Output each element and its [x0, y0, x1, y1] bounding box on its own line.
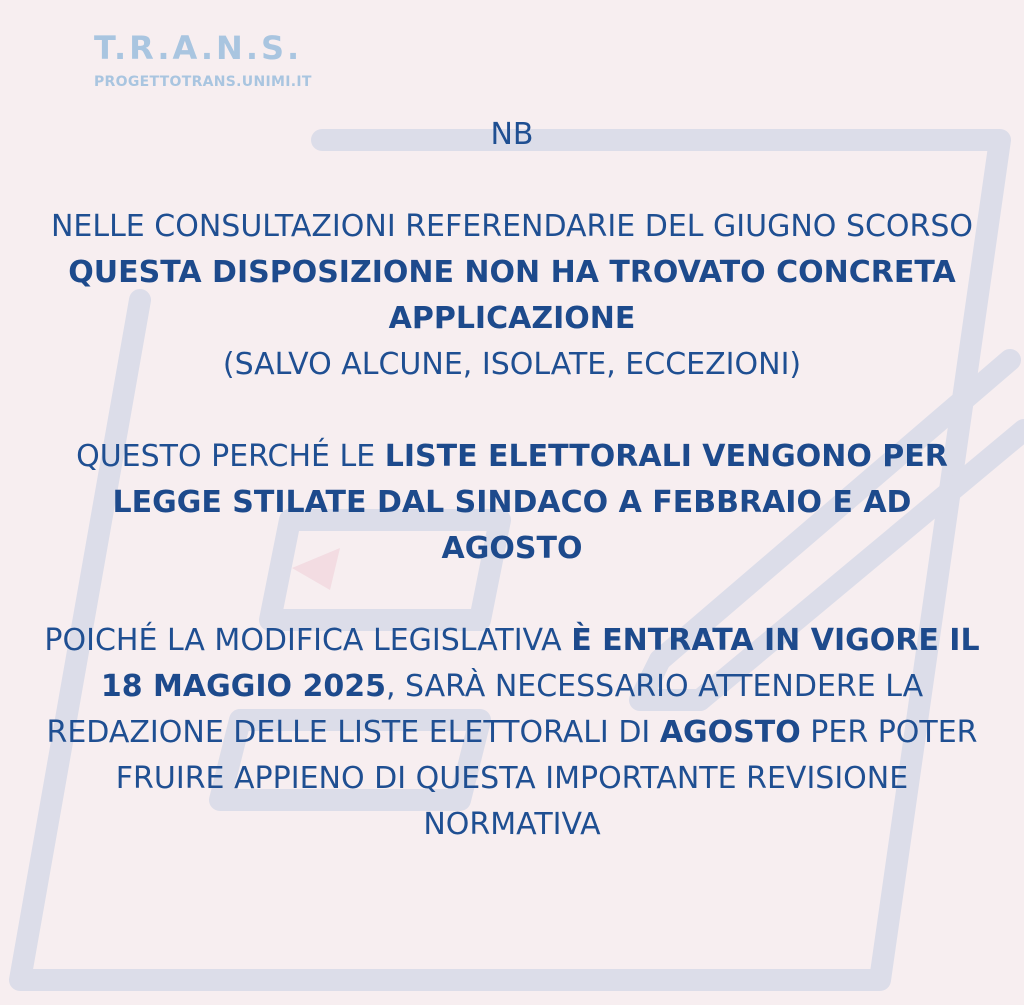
- paragraph-referendum: [40, 204, 984, 388]
- p1-text-2: (SALVO ALCUNE, ISOLATE, ECCEZIONI): [222, 347, 802, 382]
- brand-title: T.R.A.N.S.: [94, 29, 303, 67]
- paragraph-electoral-lists: [40, 434, 984, 572]
- brand-header: [94, 30, 312, 90]
- p3-text-3: PER POTER FRUIRE APPIENO DI QUESTA IMPORTANTE REVISIONE NORMATIVA: [115, 715, 978, 842]
- paragraph-legislative-change: [40, 618, 984, 848]
- p3-bold-august: AGOSTO: [659, 715, 801, 750]
- p3-bold-date: È ENTRATA IN VIGORE IL 18 MAGGIO 2025: [100, 623, 980, 704]
- p2-bold-text: LISTE ELETTORALI VENGONO PER LEGGE STILATE DAL SINDACO A FEBBRAIO E AD AGOSTO: [112, 439, 948, 566]
- brand-url: PROGETTOTRANS.UNIMI.IT: [94, 74, 312, 90]
- p1-bold-text: QUESTA DISPOSIZIONE NON HA TROVATO CONCRETA APPLICAZIONE: [68, 255, 956, 336]
- notice-text: [40, 112, 984, 848]
- nb-heading: NB: [490, 117, 534, 152]
- p3-text-2: , SARÀ NECESSARIO ATTENDERE LA REDAZIONE DELLE LISTE ELETTORALI DI: [46, 669, 924, 750]
- p3-text-1: POICHÉ LA MODIFICA LEGISLATIVA: [44, 623, 572, 658]
- p1-text-1: NELLE CONSULTAZIONI REFERENDARIE DEL GIUGNO SCORSO: [50, 209, 974, 244]
- p2-text-1: QUESTO PERCHÉ LE: [76, 439, 385, 474]
